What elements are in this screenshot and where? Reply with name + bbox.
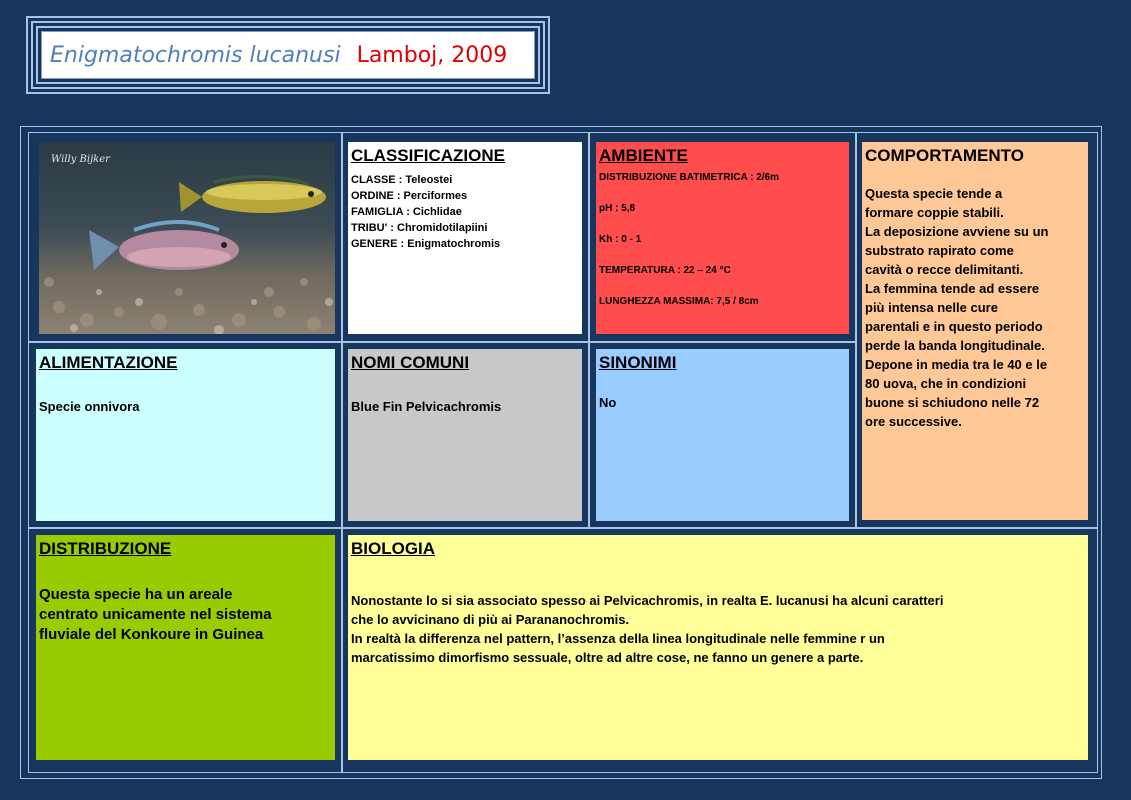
distribuzione-panel bbox=[36, 535, 335, 760]
comportamento-line: Depone in media tra le 40 e le bbox=[865, 357, 1048, 372]
comportamento-text bbox=[865, 184, 1088, 431]
species-author: Lamboj, 2009 bbox=[356, 42, 508, 68]
classificazione-panel bbox=[348, 142, 582, 334]
classificazione-title: CLASSIFICAZIONE bbox=[351, 146, 505, 165]
fish-yellow bbox=[179, 176, 326, 213]
grid-divider bbox=[588, 132, 590, 527]
sinonimi-panel bbox=[596, 349, 849, 521]
biologia-title: BIOLOGIA bbox=[351, 539, 436, 558]
distribuzione-line: centrato unicamente nel sistema bbox=[39, 606, 272, 623]
ambiente-list bbox=[596, 172, 849, 307]
photo-credit: Willy Bijker bbox=[51, 154, 110, 165]
title-box bbox=[41, 31, 535, 79]
fish-photo bbox=[39, 142, 335, 334]
grid-divider bbox=[28, 341, 856, 343]
alimentazione-panel bbox=[36, 349, 335, 521]
comportamento-line: buone si schiudono nelle 72 bbox=[865, 395, 1040, 410]
biologia-line: In realtà la differenza nel pattern, l’assenza della linea longitudinale nelle femmine r un bbox=[351, 631, 885, 646]
comportamento-line: più intensa nelle cure bbox=[865, 300, 998, 315]
grid-divider bbox=[28, 527, 1098, 529]
sinonimi-text: No bbox=[599, 395, 617, 410]
classificazione-row: ORDINE : Perciformes bbox=[351, 190, 468, 202]
comportamento-line: 80 uova, che in condizioni bbox=[865, 376, 1027, 391]
biologia-line: Nonostante lo si sia associato spesso ai Pelvicachromis, in realta E. lucanusi ha alcuni caratteri bbox=[351, 593, 944, 608]
alimentazione-text: Specie onnivora bbox=[39, 399, 140, 414]
grid-divider bbox=[855, 132, 857, 527]
biologia-panel bbox=[348, 535, 1088, 760]
classificazione-list bbox=[351, 172, 582, 252]
fish-blue bbox=[89, 222, 239, 270]
classificazione-row: TRIBU' : Chromidotilapiini bbox=[351, 222, 488, 234]
classificazione-row: CLASSE : Teleostei bbox=[351, 174, 453, 186]
ambiente-row: LUNGHEZZA MASSIMA: 7,5 / 8cm bbox=[599, 296, 759, 307]
biologia-line: marcatissimo dimorfismo sessuale, oltre ad altre cose, ne fanno un genere a parte. bbox=[351, 650, 864, 665]
ambiente-row: TEMPERATURA : 22 – 24 °C bbox=[599, 265, 731, 276]
biologia-text bbox=[351, 591, 1088, 667]
comportamento-line: parentali e in questo periodo bbox=[865, 319, 1043, 334]
classificazione-row: FAMIGLIA : Cichlidae bbox=[351, 206, 462, 218]
comportamento-line: Questa specie tende a bbox=[865, 186, 1003, 201]
grid-divider bbox=[341, 132, 343, 773]
title-frame bbox=[26, 16, 550, 94]
fish-illustration bbox=[39, 142, 335, 334]
ambiente-title: AMBIENTE bbox=[599, 146, 688, 165]
alimentazione-title: ALIMENTAZIONE bbox=[39, 353, 178, 372]
comportamento-line: substrato rapirato come bbox=[865, 243, 1014, 258]
distribuzione-line: fluviale del Konkoure in Guinea bbox=[39, 626, 264, 643]
comportamento-line: ore successive. bbox=[865, 414, 962, 429]
comportamento-line: La deposizione avviene su un bbox=[865, 224, 1049, 239]
nomi-comuni-title: NOMI COMUNI bbox=[351, 353, 470, 372]
ambiente-panel bbox=[596, 142, 849, 334]
species-name: Enigmatochromis lucanusi bbox=[50, 42, 341, 68]
comportamento-line: perde la banda longitudinale. bbox=[865, 338, 1045, 353]
comportamento-line: La femmina tende ad essere bbox=[865, 281, 1040, 296]
sinonimi-title: SINONIMI bbox=[599, 353, 677, 372]
comportamento-line: formare coppie stabili. bbox=[865, 205, 1004, 220]
comportamento-title: COMPORTAMENTO bbox=[865, 146, 1024, 165]
biologia-line: che lo avvicinano di più ai Parananochromis. bbox=[351, 612, 630, 627]
comportamento-panel bbox=[862, 142, 1088, 520]
ambiente-row: Kh : 0 - 1 bbox=[599, 234, 642, 245]
distribuzione-line: Questa specie ha un areale bbox=[39, 586, 233, 603]
classificazione-row: GENERE : Enigmatochromis bbox=[351, 238, 501, 250]
ambiente-row: DISTRIBUZIONE BATIMETRICA : 2/6m bbox=[599, 172, 780, 183]
ambiente-row: pH : 5,8 bbox=[599, 203, 636, 214]
distribuzione-text bbox=[39, 585, 335, 645]
distribuzione-title: DISTRIBUZIONE bbox=[39, 539, 172, 558]
nomi-comuni-text: Blue Fin Pelvicachromis bbox=[351, 399, 502, 414]
nomi-comuni-panel bbox=[348, 349, 582, 521]
comportamento-line: cavità o recce delimitanti. bbox=[865, 262, 1024, 277]
